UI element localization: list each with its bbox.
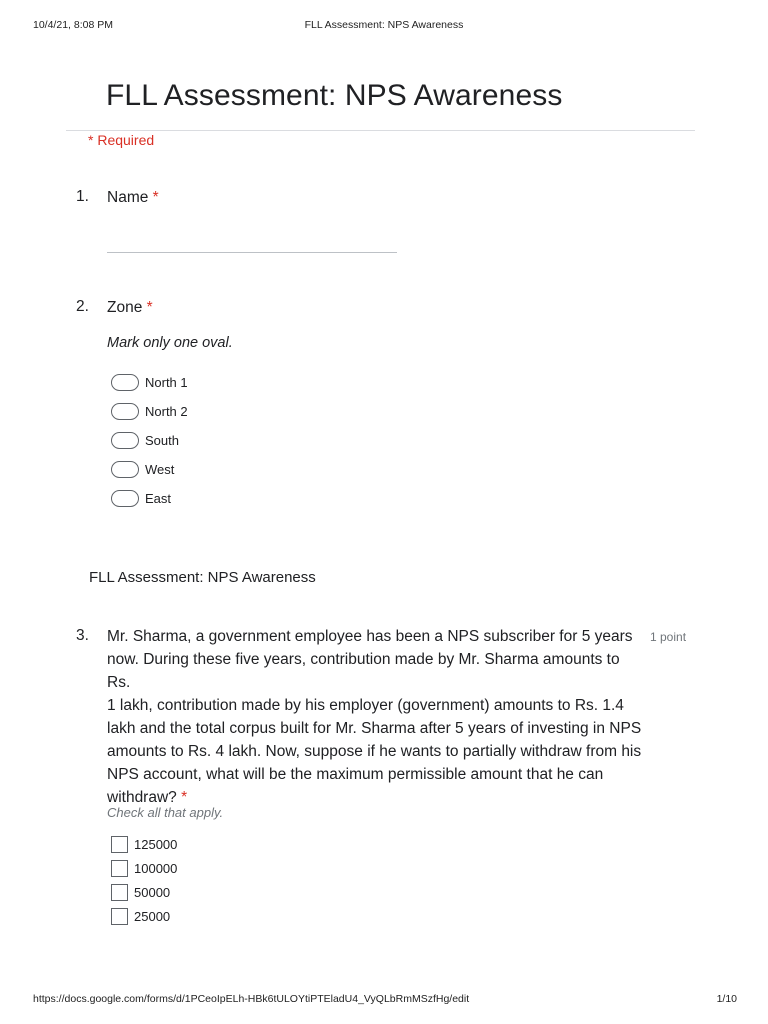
question-3-points: 1 point	[650, 630, 687, 644]
question-3-line: NPS account, what will be the maximum permissible amount that he can	[107, 766, 604, 783]
checkbox[interactable]	[111, 908, 128, 925]
option-label: 25000	[134, 909, 171, 924]
option-label: East	[145, 491, 172, 506]
question-1-title	[107, 186, 159, 209]
required-asterisk: *	[152, 189, 159, 206]
checkbox[interactable]	[111, 860, 128, 877]
checkbox[interactable]	[111, 836, 128, 853]
checkbox[interactable]	[111, 884, 128, 901]
print-footer-url: https://docs.google.com/forms/d/1PCeoIpELh-HBk6tULOYtiPTEladU4_VyQLbRmMSzfHg/edit	[33, 993, 470, 1005]
zone-hint: Mark only one oval.	[107, 335, 233, 351]
question-3-line: withdraw?	[107, 789, 177, 806]
option-label: South	[145, 433, 179, 448]
oval-radio[interactable]	[111, 490, 139, 507]
option-label: 50000	[134, 885, 171, 900]
question-3-title	[107, 625, 647, 809]
question-2-label: Zone	[107, 299, 143, 316]
form-title: FLL Assessment: NPS Awareness	[106, 79, 563, 112]
question-2-number: 2.	[76, 298, 89, 315]
name-input-line[interactable]	[107, 252, 397, 253]
print-header-title: FLL Assessment: NPS Awareness	[304, 19, 464, 31]
oval-radio[interactable]	[111, 432, 139, 449]
option-label: North 1	[145, 375, 188, 390]
oval-radio[interactable]	[111, 403, 139, 420]
question-3-line: amounts to Rs. 4 lakh. Now, suppose if he wants to partially withdraw from his	[107, 743, 642, 760]
option-label: 125000	[134, 837, 178, 852]
answer-option-25000[interactable]	[111, 908, 170, 925]
answer-option-50000[interactable]	[111, 884, 170, 901]
option-label: North 2	[145, 404, 188, 419]
answer-option-125000[interactable]	[111, 836, 177, 853]
answer-option-100000[interactable]	[111, 860, 177, 877]
oval-radio[interactable]	[111, 461, 139, 478]
question-1-label: Name	[107, 189, 149, 206]
question-2-title	[107, 296, 153, 319]
page-number: 1/10	[716, 993, 737, 1005]
zone-option-east[interactable]	[111, 490, 171, 507]
check-hint: Check all that apply.	[107, 805, 224, 820]
required-asterisk: *	[146, 299, 153, 316]
print-date: 10/4/21, 8:08 PM	[33, 19, 113, 31]
required-asterisk: *	[181, 789, 188, 806]
option-label: 100000	[134, 861, 178, 876]
question-3-number: 3.	[76, 627, 89, 644]
question-3-line: lakh and the total corpus built for Mr. Sharma after 5 years of investing in NPS	[107, 720, 642, 737]
zone-option-north-2[interactable]	[111, 403, 188, 420]
question-3-line: now. During these five years, contribution made by Mr. Sharma amounts to Rs.	[107, 651, 620, 691]
oval-radio[interactable]	[111, 374, 139, 391]
zone-option-north-1[interactable]	[111, 374, 188, 391]
zone-option-south[interactable]	[111, 432, 179, 449]
question-3-line: 1 lakh, contribution made by his employer (government) amounts to Rs. 1.4	[107, 697, 624, 714]
section-title: FLL Assessment: NPS Awareness	[89, 569, 316, 586]
question-1-number: 1.	[76, 188, 89, 205]
question-3-line: Mr. Sharma, a government employee has been a NPS subscriber for 5 years	[107, 628, 633, 645]
required-note: * Required	[88, 132, 155, 148]
zone-option-west[interactable]	[111, 461, 174, 478]
option-label: West	[145, 462, 175, 477]
title-divider	[66, 130, 695, 131]
